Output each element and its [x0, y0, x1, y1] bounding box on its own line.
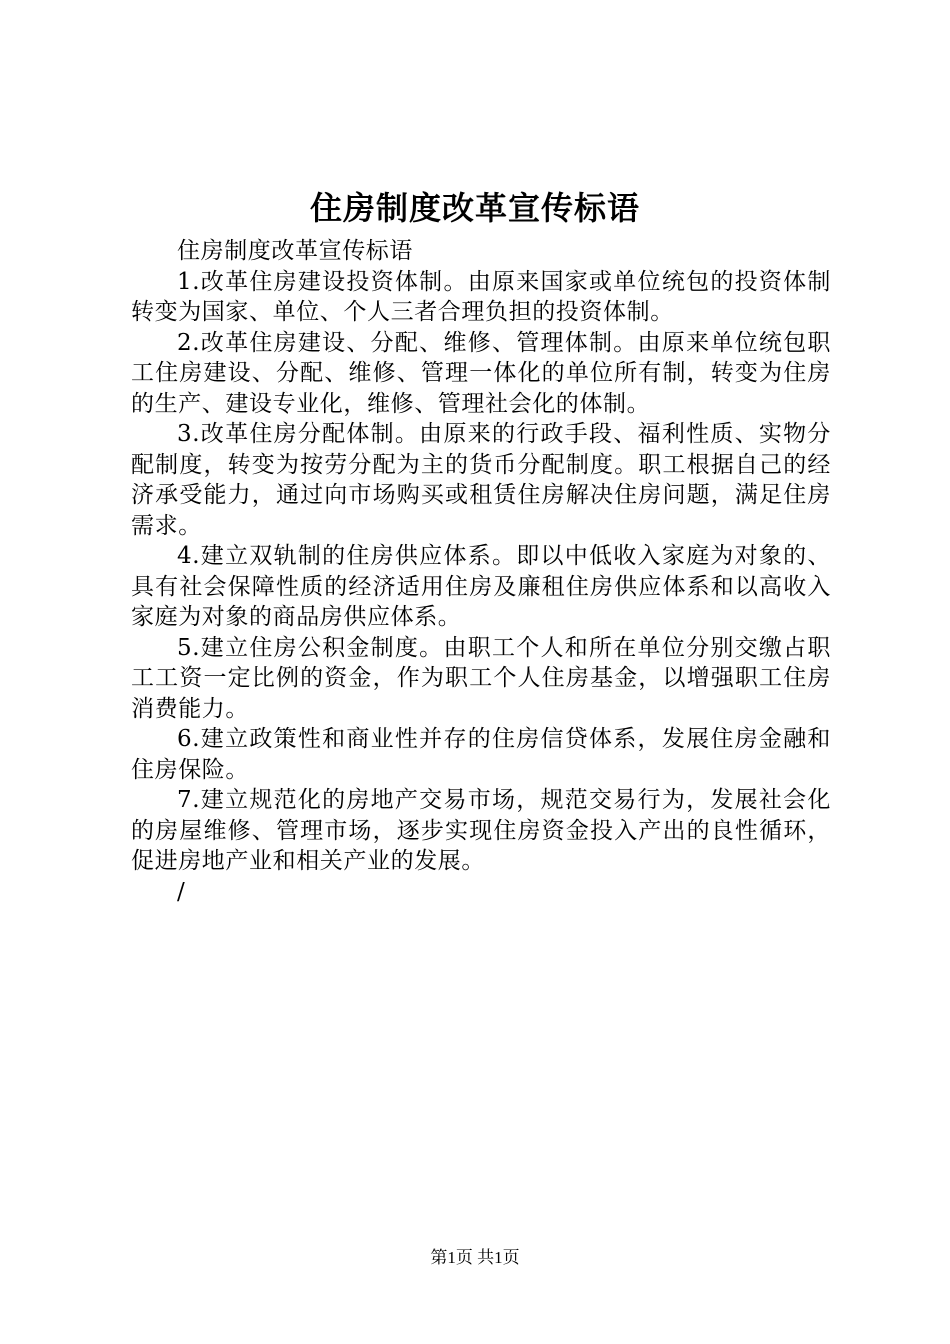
- document-title: 住房制度改革宣传标语: [309, 189, 640, 227]
- paragraph-1: 1.改革住房建设投资体制。由原来国家或单位统包的投资体制转变为国家、单位、个人三者合理负担的投资体制。: [131, 268, 831, 325]
- trailing-slash: /: [177, 878, 186, 905]
- document-body: [131, 236, 831, 907]
- paragraph-7: 7.建立规范化的房地产交易市场，规范交易行为，发展社会化的房屋维修、管理市场，逐步实现住房资金投入产出的良性循环，促进房地产业和相关产业的发展。: [131, 787, 831, 874]
- subtitle-paragraph: 住房制度改革宣传标语: [177, 238, 413, 264]
- paragraph-3: 3.改革住房分配体制。由原来的行政手段、福利性质、实物分配制度，转变为按劳分配为主的货币分配制度。职工根据自己的经济承受能力，通过向市场购买或租赁住房解决住房问题，满足住房需求。: [131, 421, 831, 539]
- paragraph-4: 4.建立双轨制的住房供应体系。即以中低收入家庭为对象的、具有社会保障性质的经济适用住房及廉租住房供应体系和以高收入家庭为对象的商品房供应体系。: [131, 543, 831, 630]
- paragraph-6: 6.建立政策性和商业性并存的住房信贷体系，发展住房金融和住房保险。: [131, 726, 831, 783]
- paragraph-5: 5.建立住房公积金制度。由职工个人和所在单位分别交缴占职工工资一定比例的资金，作为职工个人住房基金，以增强职工住房消费能力。: [131, 634, 831, 722]
- paragraph-2: 2.改革住房建设、分配、维修、管理体制。由原来单位统包职工住房建设、分配、维修、管理一体化的单位所有制，转变为住房的生产、建设专业化，维修、管理社会化的体制。: [131, 329, 831, 417]
- page-footer: 第1页 共1页: [430, 1248, 520, 1267]
